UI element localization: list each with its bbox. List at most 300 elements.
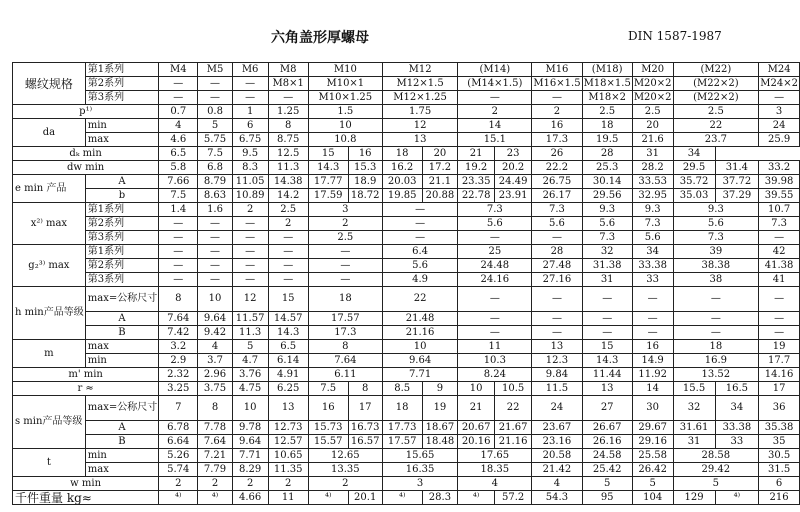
table-cell: 10.89: [232, 189, 268, 203]
table-row: [13, 189, 800, 203]
table-row: [13, 105, 800, 119]
table-cell: 11.05: [232, 175, 268, 189]
table-cell: M18×1.5: [583, 77, 631, 89]
table-cell: 2: [268, 477, 308, 491]
table-cell: —: [159, 91, 198, 105]
table-cell: —: [532, 231, 582, 245]
table-cell: 19.85: [382, 189, 422, 203]
table-row: [13, 477, 800, 491]
table-row: [13, 77, 800, 91]
table-cell: 10: [382, 340, 458, 354]
table-cell: 18: [582, 119, 632, 133]
table-cell: 16: [532, 119, 582, 133]
table-cell: (M18): [582, 63, 632, 77]
table-cell: M10×1.25: [308, 91, 382, 105]
table-cell: M16×1.5: [533, 77, 581, 89]
table-cell: M18×2: [582, 91, 632, 105]
table-cell: 15.73: [308, 421, 348, 435]
table-cell: dw min: [13, 161, 159, 175]
table-cell: 11.3: [232, 326, 268, 340]
table-cell: 4: [198, 340, 232, 354]
table-cell: 18.67: [422, 421, 458, 435]
table-cell: 8.29: [232, 463, 268, 477]
table-cell: 16: [348, 147, 382, 161]
table-row: [13, 133, 800, 147]
table-row: [13, 287, 800, 312]
table-row: [13, 231, 800, 245]
table-cell: 6.5: [159, 147, 198, 161]
table-cell: 10.7: [759, 203, 800, 217]
table-cell: 37.29: [715, 189, 759, 203]
table-cell: 2.5: [673, 105, 759, 119]
table-cell: —: [268, 273, 308, 287]
table-cell: 14.3: [582, 354, 632, 368]
table-cell: 14.2: [268, 189, 308, 203]
table-cell: 5.6: [458, 217, 532, 231]
table-cell: 30.5: [759, 449, 800, 463]
table-cell: min: [85, 354, 158, 368]
table-cell: 0.7: [159, 105, 198, 119]
table-cell: 2: [159, 477, 198, 491]
table-cell: —: [268, 91, 308, 105]
table-cell: M10: [308, 63, 382, 77]
table-cell: max: [85, 133, 158, 147]
table-cell: 12.5: [268, 147, 308, 161]
table-cell: A: [85, 421, 158, 435]
table-cell: 16.2: [382, 161, 422, 175]
table-cell: 3: [382, 477, 458, 491]
table-cell: r ≈: [13, 382, 159, 396]
table-cell: —: [232, 259, 268, 273]
table-cell: da: [13, 119, 86, 147]
table-cell: 3.2: [159, 340, 198, 354]
table-cell: 16: [632, 340, 673, 354]
table-cell: 14.3: [268, 326, 308, 340]
table-cell: 25.9: [759, 133, 800, 147]
table-cell: M12: [382, 63, 458, 77]
table-cell: h min产品等级: [13, 287, 86, 340]
table-cell: 螺纹规格: [13, 63, 86, 105]
table-cell: 33: [715, 435, 759, 449]
table-row: [13, 463, 800, 477]
table-cell: —: [308, 259, 382, 273]
table-cell: 31.61: [673, 421, 715, 435]
table-cell: —: [673, 312, 759, 326]
table-row: [13, 435, 800, 449]
table-cell: 20.1: [348, 491, 382, 505]
table-cell: M12×1.25: [382, 91, 458, 105]
table-cell: —: [458, 231, 532, 245]
table-cell: M24: [759, 63, 800, 77]
table-cell: 7.64: [198, 435, 232, 449]
table-cell: 17.3: [532, 133, 582, 147]
table-cell: 3.75: [198, 382, 232, 396]
table-cell: 17.7: [759, 354, 800, 368]
table-cell: ⁴⁾: [715, 491, 759, 505]
table-cell: ⁴⁾: [159, 491, 198, 505]
table-cell: 第3系列: [85, 231, 158, 245]
table-cell: x²⁾ max: [13, 203, 86, 245]
table-cell: 15: [308, 147, 348, 161]
table-cell: 20: [632, 119, 673, 133]
table-cell: 25.58: [632, 449, 673, 463]
table-cell: 17.65: [458, 449, 532, 463]
table-cell: min: [85, 119, 158, 133]
table-cell: 23.67: [532, 421, 582, 435]
table-cell: 5: [582, 477, 632, 491]
table-row: [13, 203, 800, 217]
table-cell: M8: [268, 63, 308, 77]
table-cell: M5: [198, 63, 232, 77]
table-cell: —: [673, 326, 759, 340]
table-cell: 5: [198, 119, 232, 133]
table-cell: —: [198, 231, 232, 245]
table-cell: 14.38: [268, 175, 308, 189]
table-cell: 8: [308, 340, 382, 354]
table-cell: 2.32: [159, 368, 198, 382]
table-cell: 12.3: [532, 354, 582, 368]
table-row: [13, 491, 800, 505]
table-cell: p¹⁾: [13, 105, 159, 119]
table-cell: 8.24: [458, 368, 532, 382]
table-cell: 14.16: [759, 368, 800, 382]
table-cell: 18.9: [348, 175, 382, 189]
table-cell: 8: [159, 287, 198, 312]
table-cell: 4: [159, 119, 198, 133]
table-cell: M16: [532, 63, 582, 77]
table-cell: 6.25: [268, 382, 308, 396]
table-cell: g₂³⁾ max: [13, 245, 86, 287]
table-cell: s min产品等级: [13, 396, 86, 449]
table-cell: 9.64: [382, 354, 458, 368]
table-cell: 19: [422, 396, 458, 421]
table-cell: 29.16: [632, 435, 673, 449]
table-cell: 10.65: [268, 449, 308, 463]
table-row: [13, 326, 800, 340]
table-cell: 11.35: [268, 463, 308, 477]
table-cell: 21.1: [422, 175, 458, 189]
table-cell: 2.5: [308, 231, 382, 245]
table-cell: 7.64: [159, 312, 198, 326]
table-cell: 1.25: [268, 105, 308, 119]
table-cell: 26.75: [532, 175, 582, 189]
table-cell: 22.78: [458, 189, 495, 203]
table-cell: 35.72: [673, 175, 715, 189]
table-cell: 35.38: [759, 421, 800, 435]
table-cell: —: [382, 231, 458, 245]
table-cell: —: [159, 77, 198, 91]
table-cell: 25.42: [582, 463, 632, 477]
table-cell: 18.48: [422, 435, 458, 449]
table-cell: —: [582, 312, 632, 326]
table-cell: 29.67: [632, 421, 673, 435]
table-cell: M8×1: [268, 77, 308, 91]
table-cell: 16.57: [348, 435, 382, 449]
table-cell: 34: [673, 147, 715, 161]
table-cell: 2: [532, 105, 582, 119]
table-cell: 27.16: [532, 273, 582, 287]
table-cell: 14.3: [308, 161, 348, 175]
table-cell: 30: [632, 396, 673, 421]
table-cell: 32.95: [632, 189, 673, 203]
table-cell: 39.98: [759, 175, 800, 189]
table-cell: 29.42: [673, 463, 759, 477]
table-cell: —: [198, 91, 232, 105]
table-cell: 13: [382, 133, 458, 147]
table-cell: 16.35: [382, 463, 458, 477]
table-cell: —: [159, 231, 198, 245]
table-cell: 31.38: [582, 259, 632, 273]
table-cell: —: [382, 203, 458, 217]
table-cell: 21: [458, 147, 495, 161]
table-cell: 7: [159, 396, 198, 421]
table-row: [13, 161, 800, 175]
table-cell: 2: [232, 203, 268, 217]
table-cell: 38: [673, 273, 759, 287]
table-cell: —: [759, 91, 800, 105]
table-cell: 31: [632, 147, 673, 161]
table-cell: 11.92: [632, 368, 673, 382]
table-cell: 6.78: [159, 421, 198, 435]
table-cell: 39.55: [759, 189, 800, 203]
table-cell: M20: [632, 63, 673, 77]
table-cell: 26.67: [582, 421, 632, 435]
table-cell: 7.3: [632, 217, 673, 231]
table-cell: 20.2: [494, 161, 531, 175]
table-cell: 17.57: [382, 435, 422, 449]
table-cell: 7.5: [198, 147, 232, 161]
table-cell: max: [85, 463, 158, 477]
table-cell: 6.5: [268, 340, 308, 354]
table-cell: 7.3: [532, 203, 582, 217]
table-cell: 12.73: [268, 421, 308, 435]
table-cell: 21.42: [532, 463, 582, 477]
table-cell: —: [532, 287, 582, 312]
table-cell: 2.96: [198, 368, 232, 382]
table-cell: 3: [759, 105, 800, 119]
table-row: [13, 382, 800, 396]
table-cell: M12×1.5: [382, 77, 458, 91]
table-cell: 15.65: [382, 449, 458, 463]
table-cell: 6.14: [268, 354, 308, 368]
table-cell: 6.8: [198, 161, 232, 175]
table-cell: 19.5: [582, 133, 632, 147]
table-cell: 18: [673, 340, 759, 354]
table-cell: 32: [673, 396, 715, 421]
table-cell: 7.66: [159, 175, 198, 189]
table-cell: 5.6: [582, 217, 632, 231]
table-cell: 7.79: [198, 463, 232, 477]
table-cell: 2.5: [268, 203, 308, 217]
table-cell: —: [232, 273, 268, 287]
table-cell: 3: [308, 203, 382, 217]
table-cell: 8: [348, 382, 382, 396]
table-cell: 7.42: [159, 326, 198, 340]
table-row: [13, 217, 800, 231]
table-cell: 7.71: [382, 368, 458, 382]
table-cell: 57.2: [494, 491, 531, 505]
table-cell: 2.9: [159, 354, 198, 368]
table-cell: 16.73: [348, 421, 382, 435]
table-cell: 11.3: [268, 161, 308, 175]
table-cell: 2: [232, 477, 268, 491]
table-cell: 6.64: [159, 435, 198, 449]
table-row: [13, 259, 800, 273]
table-cell: 17.3: [308, 326, 382, 340]
table-cell: 29.56: [582, 189, 632, 203]
table-cell: —: [159, 245, 198, 259]
table-cell: (M22): [673, 63, 759, 77]
table-row: [13, 119, 800, 133]
table-cell: 5.6: [673, 217, 759, 231]
table-cell: m: [13, 340, 86, 368]
table-cell: 31.4: [715, 161, 759, 175]
table-cell: 25.3: [582, 161, 632, 175]
table-cell: 2.5: [582, 105, 632, 119]
table-cell: (M14×1.5): [458, 77, 532, 91]
table-cell: 14: [632, 382, 673, 396]
table-cell: 21.6: [632, 133, 673, 147]
table-cell: 31: [673, 435, 715, 449]
table-cell: 7.5: [308, 382, 348, 396]
table-cell: 15.3: [348, 161, 382, 175]
table-cell: 9.3: [673, 203, 759, 217]
table-cell: 27.48: [532, 259, 582, 273]
table-cell: 12.57: [268, 435, 308, 449]
table-cell: 24.58: [582, 449, 632, 463]
table-cell: 26.16: [582, 435, 632, 449]
table-cell: 8.63: [198, 189, 232, 203]
standard-code: DIN 1587-1987: [628, 29, 722, 43]
table-cell: —: [673, 287, 759, 312]
table-cell: 18: [382, 396, 422, 421]
table-cell: —: [159, 273, 198, 287]
table-cell: 6: [759, 477, 800, 491]
table-cell: 17.77: [308, 175, 348, 189]
table-cell: 第3系列: [85, 273, 158, 287]
table-cell: 18: [382, 147, 422, 161]
table-cell: B: [85, 435, 158, 449]
table-cell: 11: [268, 491, 308, 505]
table-row: [13, 368, 800, 382]
table-cell: 30.14: [582, 175, 632, 189]
table-cell: 13.52: [673, 368, 759, 382]
table-cell: 13: [582, 382, 632, 396]
table-row: [13, 63, 800, 77]
table-cell: 第3系列: [85, 91, 158, 105]
table-cell: 20: [422, 147, 458, 161]
table-cell: 1: [232, 105, 268, 119]
table-cell: —: [532, 326, 582, 340]
table-cell: 18: [308, 287, 382, 312]
table-cell: dₖ min: [13, 147, 159, 161]
table-cell: 9.5: [232, 147, 268, 161]
table-row: [13, 147, 800, 161]
table-cell: 6.11: [308, 368, 382, 382]
table-cell: 7.78: [198, 421, 232, 435]
table-cell: —: [759, 287, 800, 312]
table-cell: 5: [632, 477, 673, 491]
table-cell: 12: [382, 119, 458, 133]
table-cell: 19.2: [458, 161, 495, 175]
table-cell: —: [632, 312, 673, 326]
table-cell: b: [85, 189, 158, 203]
table-cell: 9.3: [632, 203, 673, 217]
table-cell: 11.5: [532, 382, 582, 396]
table-cell: —: [232, 91, 268, 105]
table-cell: —: [582, 326, 632, 340]
table-cell: —: [268, 231, 308, 245]
table-cell: (M22×2): [673, 77, 759, 91]
table-cell: 9.64: [198, 312, 232, 326]
table-row: [13, 91, 800, 105]
table-cell: —: [308, 273, 382, 287]
table-cell: 8.79: [198, 175, 232, 189]
page-title: 六角盖形厚螺母: [271, 30, 369, 46]
table-cell: ⁴⁾: [382, 491, 422, 505]
table-cell: 14.9: [632, 354, 673, 368]
table-cell: 3.25: [159, 382, 198, 396]
table-cell: 20.58: [532, 449, 582, 463]
table-cell: 17.2: [422, 161, 458, 175]
table-cell: 28: [582, 147, 632, 161]
table-cell: 2: [308, 217, 382, 231]
table-cell: 1.4: [159, 203, 198, 217]
table-cell: 15.5: [673, 382, 715, 396]
table-cell: —: [382, 217, 458, 231]
table-cell: ⁴⁾: [308, 491, 348, 505]
table-cell: M10×1: [308, 77, 382, 91]
table-cell: 4.91: [268, 368, 308, 382]
table-cell: 41.38: [759, 259, 800, 273]
table-cell: 38.38: [673, 259, 759, 273]
table-cell: 3.76: [232, 368, 268, 382]
table-cell: 16.9: [673, 354, 759, 368]
table-cell: 9.3: [582, 203, 632, 217]
table-cell: 28.3: [422, 491, 458, 505]
table-cell: 17: [759, 382, 800, 396]
table-cell: 9.84: [532, 368, 582, 382]
table-cell: —: [268, 259, 308, 273]
table-cell: 5.6: [632, 231, 673, 245]
table-cell: 2.5: [632, 105, 673, 119]
table-cell: m' min: [13, 368, 159, 382]
table-cell: 6: [232, 119, 268, 133]
table-cell: 7.3: [582, 231, 632, 245]
table-cell: 29.5: [673, 161, 715, 175]
table-cell: 千件重量 kg≈: [13, 491, 159, 505]
table-cell: 7.71: [232, 449, 268, 463]
table-cell: 2: [268, 217, 308, 231]
table-cell: 23.16: [532, 435, 582, 449]
table-cell: 7.3: [458, 203, 532, 217]
table-cell: 8.5: [382, 382, 422, 396]
table-cell: —: [532, 91, 582, 105]
table-cell: 6.4: [382, 245, 458, 259]
table-cell: 4: [532, 477, 582, 491]
table-cell: 95: [582, 491, 632, 505]
table-cell: B: [85, 326, 158, 340]
table-cell: 39: [673, 245, 759, 259]
table-cell: 26.17: [532, 189, 582, 203]
table-cell: M24×2: [760, 77, 798, 89]
table-cell: ⁴⁾: [198, 491, 232, 505]
table-cell: A: [85, 175, 158, 189]
table-cell: —: [159, 259, 198, 273]
table-cell: 15: [582, 340, 632, 354]
table-cell: 21.16: [382, 326, 458, 340]
table-cell: M20×2: [633, 77, 672, 89]
